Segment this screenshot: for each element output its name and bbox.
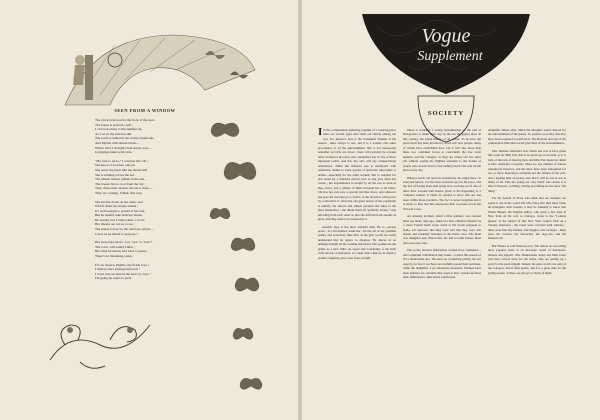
butterflies-illustration bbox=[205, 115, 265, 275]
poem-line: The distant maises glisten in the sun, bbox=[95, 177, 146, 182]
article-paragraph: For the benefit of those who think that our manners are equal to any in the world and who fancy that they must strike all foreigners with wonder, it may be amusing to know that Walter Besant, the English author, who spent a few days in New York on his way to Chicago, wrote to the "London Queen" at the subject of this New York Central Park on a Sunday afternoon ; the roads were crowded with vehicles ; there were fine big landaus, and buggies, and carriages ; there were the victoria, the barouches, the dog-carts and the hansom-cab. bbox=[488, 196, 566, 241]
article-paragraph: There is evidently a strong determination on the part of Newporters to make their city by-the-sea the gayest place in this country, the prime maker, of all course. To be sure, the place itself has been invaded by those rich new people, many of whom have established here, but it will take more than these two combined forces to overwhelm the true swell element, and the cottagers, as they are called, run few short life without paying the slightest attention to the hordes of people who swarm down to the bathing beach and over all the place every day. bbox=[403, 128, 481, 173]
poem-line: And Phyllis with mouse black— bbox=[95, 140, 140, 145]
poem-line: "My turn to serve," I can hear her call ; bbox=[95, 158, 149, 163]
fan-illustration bbox=[55, 30, 260, 110]
poem-line: But he needn't take both her hands. bbox=[95, 213, 143, 218]
article-column bbox=[318, 128, 396, 263]
poem-line: I've no chance, Phyllis, my fickle love ! bbox=[95, 262, 149, 267]
poem-line: Can it be he meant to propose ? bbox=[95, 231, 138, 236]
poem-line: But what he means isn't hard to guess : bbox=[95, 249, 148, 254]
poem-line: She sits her down on the rustic seat bbox=[95, 199, 143, 204]
poem-line: I'm going up-stairs to pack. bbox=[95, 276, 133, 281]
poem-line: She treats my heart like the tennis ball bbox=[95, 167, 147, 172]
poem-line: I can look along to the summer air, bbox=[95, 127, 143, 132]
poem-line: They chase their strokes, the set is done— bbox=[95, 186, 153, 191]
poem-line: Which under the maple stands ; bbox=[95, 204, 138, 209]
butterflies-low-illustration bbox=[225, 270, 270, 400]
poem-line: It's well enough to sprawl at her feet, bbox=[95, 208, 146, 213]
article-column bbox=[488, 128, 566, 278]
masthead-vogue-text: Vogue bbox=[421, 25, 471, 47]
poem-line: I believe she's kissing him back ! bbox=[95, 267, 140, 272]
poem-line: There's no mistaking a kiss. bbox=[95, 254, 133, 259]
drop-cap: I bbox=[318, 126, 323, 138]
poem-line: As I sit on my window-sill. bbox=[95, 131, 133, 136]
flourish-ornament bbox=[40, 300, 160, 380]
article-paragraph: Bailey's beach can never be invaded by the vulgar herd ; to everyone knows, it is the most exclusive spot in the place, and the fact of having been seen going in is evolving out of one of these little wooden bath houses given to the happening of a complete woman. It needs be needed to show that one has been within those precincts. The fact is never forgotten and it is better to hear that this expression than to passes across the Victoria Cross. bbox=[403, 175, 481, 211]
article-paragraph: Bar Harbor is well filled up now. The dances are becoming more popular, there is an incessant round of luncheons, dinners and suppers. Mrs. Rhinelander Jones and Miss Jones will have arrived there for the dance, who are getting up a party for the just fortnight. Indeed, the place is full, not only of the cottagers, but of their guests, and it is a great time for the young people, as there are always so many of them. bbox=[488, 243, 566, 275]
masthead-supplement-text: Supplement bbox=[417, 49, 483, 64]
article-paragraph: Another type is the most attached man. He is—excuse prose ; is a Providence sends her ; he has all of the youthful spirits, and everybody likes him, as the girls would not really understand that he agrees to disagree. He dances in an unhinged height all the evening and leaves. Her ponderous and gentle as a new child. As sweet and wondering, is the little cliffs has her conversation of a man with a history, in which a youth's conjuring gives seen from on high. bbox=[318, 224, 396, 260]
article-paragraph: An amusing incident, albeit a little pathetic, was enacted there not many days ago, when two little children attended by a smart French maid wrote down to the beach prepared to bathe. All operators that they were told that they were still decent and evidently belonged to the better class. The maid was indignant and offered that she had no bath houses there that were easy ones. bbox=[403, 214, 481, 245]
poem-line: Where have I thought I had surely won— bbox=[95, 145, 152, 150]
poem-line: The breeze blows cool from the bay ; bbox=[95, 181, 146, 186]
article-paragraph: Mrs. Herman Oelrichs's ball, which she was to have given this week for Miss Fair, had to be given up on account, as it is said, of the lack of dancing men, and Miss Fair made her début at Mrs. Oelrichs's reception. There are any number of dances announced, however, and the dates have been announced for two or three. Dancing is evidently not the fashion of the year, and a leading man of society says that it will be sad to see so many of all. This the young are very much, but certain it is that at Newport, yachting, driving and dining are the most "the thing." bbox=[488, 148, 567, 193]
article-paragraph: delightful dinner, after which the Meagher sisters danced for the entertainment of the guests. So popular were they that they have been requested to perform it. The Bouvier and one of the comparative little Miss Grant give most of the entertainments. bbox=[488, 128, 566, 146]
gutter bbox=[298, 0, 302, 420]
poem-line: Her cheeks are red as a rose ; bbox=[95, 222, 135, 227]
poem-line: Is playing tennis with Jack. bbox=[95, 150, 133, 155]
poem-line: She is sending across the net. bbox=[95, 172, 135, 177]
poem-line: The house is perfectly still ; bbox=[95, 122, 133, 127]
article-paragraph: The young married fashionable women have combined—and a splendid combination they make—to have this season of '93 a memorable one. The men are wondering plainly but not eagerly, for fear it not have successfully passed their promises, while the delightful, a jot absolutely necessary. Planned have been planned, for certainly they seem to have worked up these their affiliations to their entire satisfaction. bbox=[403, 248, 481, 280]
poem-line: I won't stay up here in the heat, by Jove ! bbox=[95, 271, 151, 276]
section-title: SOCIETY bbox=[427, 110, 465, 117]
poem-line: The lover, will sound I miss ; bbox=[95, 244, 135, 249]
poem-title: SEEN FROM A WINDOW bbox=[114, 108, 176, 113]
poem-line: The lawn is bathed in the warm, bright sun, bbox=[95, 136, 154, 141]
article-paragraph: N the complements gathering together of a wearing-place there are certain types that stand out clearly among the rest. For instance, here is the Prominent Woman of the season ; there always is one, and it is a woman who takes precedence of all the entertainment. She is not necessarily beautiful, not rich, not clever ; there will probably be a dozen other women in the place who outdistance her in any of these important points. Ask her, her who will pay comparatively entertained, whilst she flattered one is unaffected with attentions, thanks to some quality of attraction impossible to define—especially for the other women. She is watched for and noted by a hundred critical eyes as she goes from her rooms ; her acquaintance is sought by all the rest as soon as they arrive, and a retinue of them surround her at all hours. She has her own pew, a special just like chaos, and wherever she goes the real men go to follow, or the favorite's train grows by a snowball. It often that one great reason of her popularity is entirely the sincere and simple pleasure she takes in the mere themselves ; she thinks them all "perfectly lovely," only affording from each other so that she difficult from another in glory, and they seem to be pleased by it. bbox=[318, 128, 396, 222]
poem-line: She knows I love her, and yet bbox=[95, 163, 136, 168]
article-column bbox=[403, 128, 481, 283]
vogue-supplement-masthead bbox=[358, 8, 534, 98]
poem-line: He speaks, but I cannot hear a word ; bbox=[95, 217, 146, 222]
poem-line: Her sweet lips move ; is it "yes" or "nay"? bbox=[95, 240, 153, 245]
poem-line: The clock ticks loud in the front of the stair, bbox=[95, 118, 155, 122]
poem-line: The maple leaves by the wind are stirred— bbox=[95, 227, 154, 232]
poem-line: They are coming, I think, this way. bbox=[95, 190, 143, 195]
